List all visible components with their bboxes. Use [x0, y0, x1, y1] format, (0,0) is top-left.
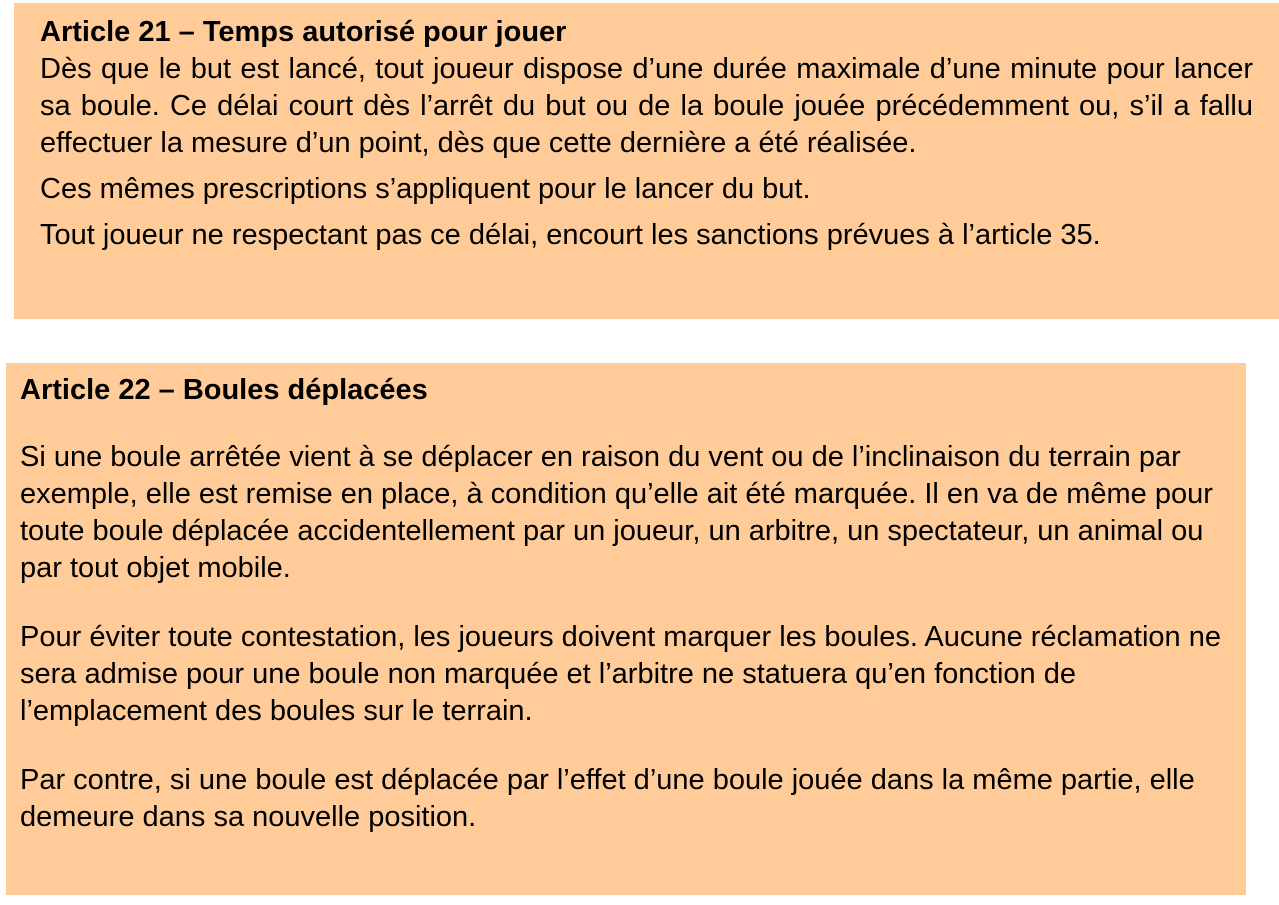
article-22-paragraph-2: Pour éviter toute contestation, les joueurs doivent marquer les boules. Aucune réclamation ne sera admise pour une boule non marquée et l’arbitre ne statuera qu’en fonction de l’emplacement des boules sur le terrain.: [20, 621, 1221, 727]
article-22-title: Article 22 – Boules déplacées: [20, 374, 428, 406]
article-22-box: [6, 363, 1246, 895]
article-21-paragraph-1: Dès que le but est lancé, tout joueur dispose d’une durée maximale d’une minute pour lancer sa boule. Ce délai court dès l’arrêt du but ou de la boule jouée précédemment ou, s’il a fallu effectuer la mesure d’un point, dès que cette dernière a été réalisée.: [40, 53, 1253, 159]
article-21-box: [14, 3, 1279, 319]
article-21-paragraph-2: Ces mêmes prescriptions s’appliquent pour le lancer du but.: [40, 173, 811, 205]
article-22-paragraph-1: Si une boule arrêtée vient à se déplacer en raison du vent ou de l’inclinaison du terrain par exemple, elle est remise en place, à condition qu’elle ait été marquée. Il en va de même pour toute boule déplacée accidentellement par un joueur, un arbitre, un spectateur, un animal ou par tout objet mobile.: [20, 441, 1213, 584]
article-21-paragraph-3: Tout joueur ne respectant pas ce délai, encourt les sanctions prévues à l’article 35.: [40, 219, 1101, 251]
article-22-paragraph-3: Par contre, si une boule est déplacée par l’effet d’une boule jouée dans la même partie, elle demeure dans sa nouvelle position.: [20, 764, 1195, 833]
article-21-title: Article 21 – Temps autorisé pour jouer: [40, 16, 567, 48]
